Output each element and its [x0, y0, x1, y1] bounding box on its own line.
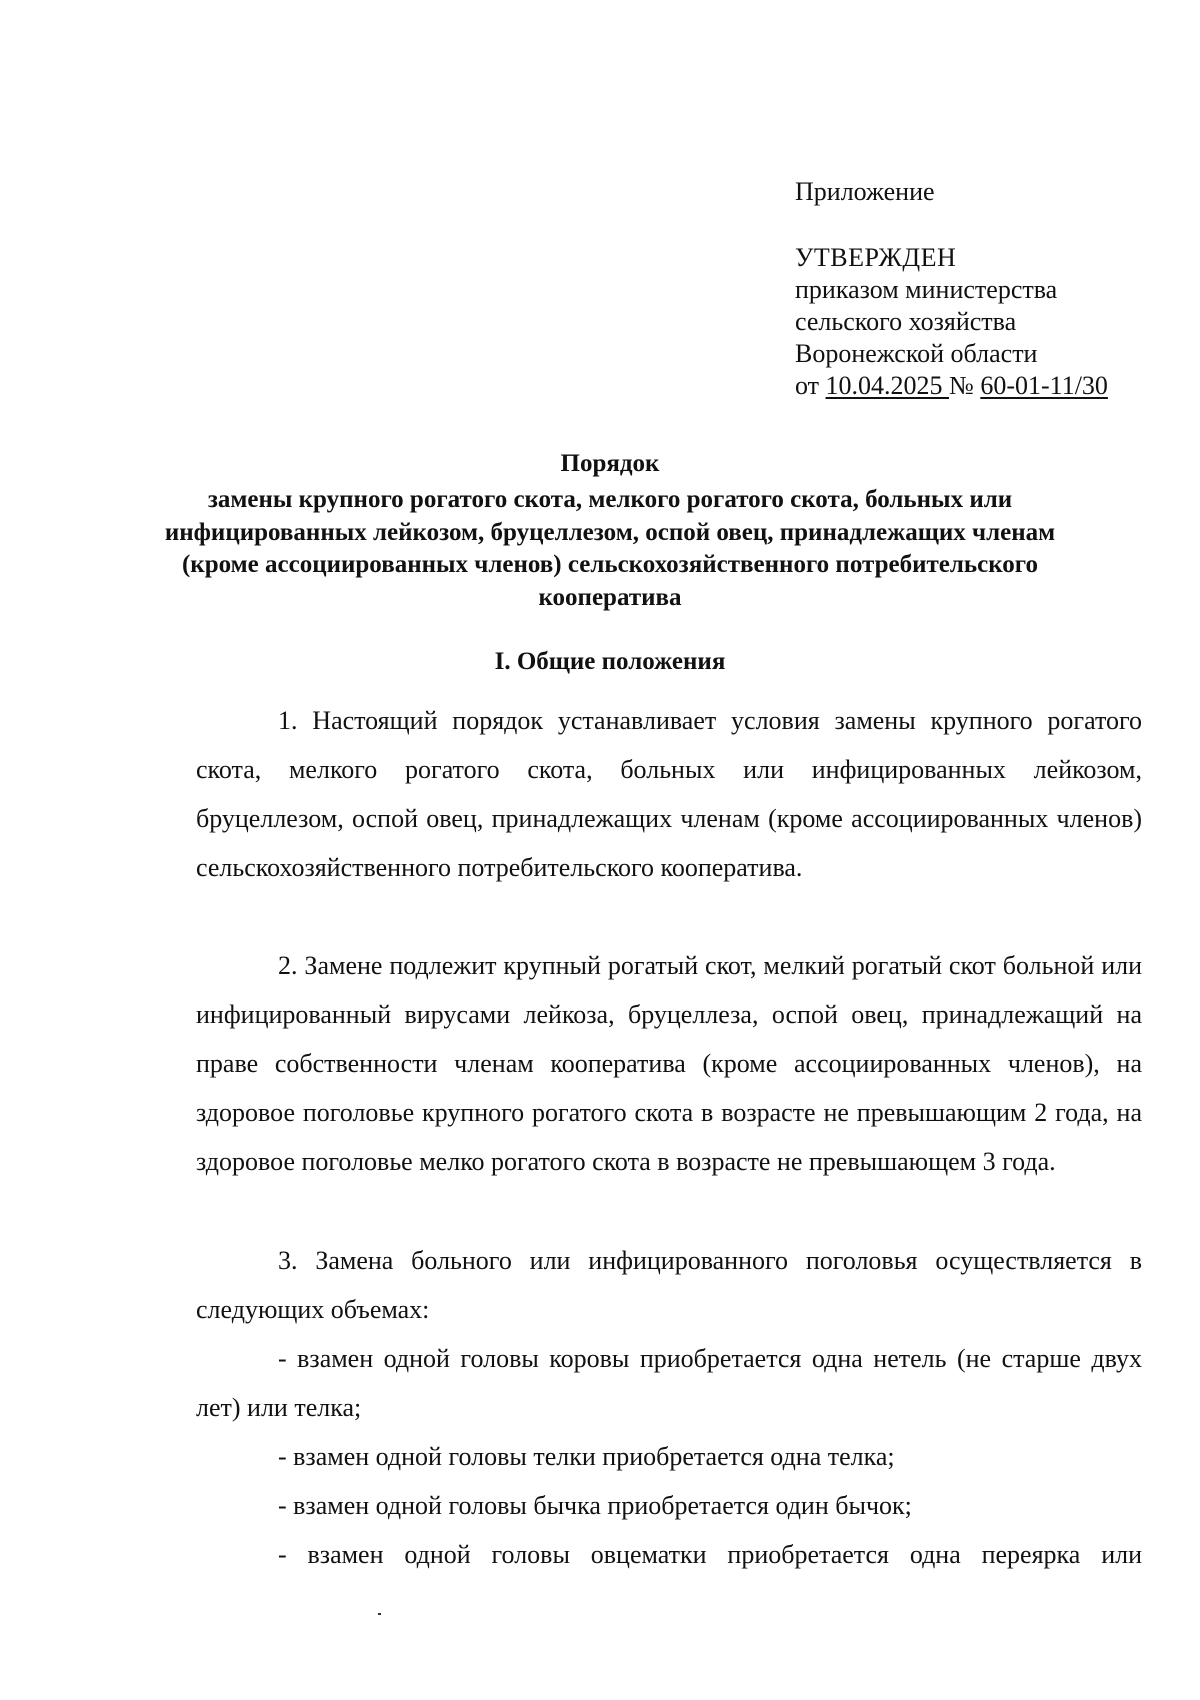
approval-date-line — [795, 370, 1108, 402]
date-prefix: от — [795, 371, 826, 400]
approval-number: 60-01-11/30 — [980, 371, 1108, 400]
approval-line: Воронежской области — [795, 339, 1038, 368]
paragraph: 3. Замена больного или инфицированного поголовья осуществляется в следующих объемах: — [196, 1246, 1142, 1324]
number-prefix: № — [949, 371, 981, 400]
list-item: - взамен одной головы телки приобретается одна телка; — [278, 1442, 895, 1471]
document-subtitle: замены крупного рогатого скота, мелкого рогатого скота, больных или инфицированных лейкозом, бруцеллезом, оспой овец, принадлежащих членам (кроме ассоциированных членов) сельскохозяйственного потребительского кооператива — [164, 486, 1056, 611]
list-item: - взамен одной головы овцематки приобретается одна переярка или — [278, 1540, 1142, 1569]
approval-date: 10.04.2025 — [825, 371, 950, 400]
approval-block — [795, 242, 1108, 402]
list-item: - взамен одной головы коровы приобретается одна нетель (не старше двух лет) или телка; — [196, 1344, 1142, 1422]
paragraph: 2. Замене подлежит крупный рогатый скот, мелкий рогатый скот больной или инфицированный вирусами лейкоза, бруцеллеза, оспой овец, принадлежащий на праве собственности членам кооператива (кроме ассоциированных членов), на здоровое поголовье крупного рогатого скота в возрасте не превышающим 2 года, на здоровое поголовье мелко рогатого скота в возрасте не превышающем 3 года. — [196, 951, 1142, 1176]
document-title: Порядок — [560, 450, 660, 477]
approval-title: УТВЕРЖДЕН — [795, 243, 957, 272]
section-heading: I. Общие положения — [494, 648, 726, 675]
approval-line: сельского хозяйства — [795, 307, 1017, 336]
approval-line: приказом министерства — [795, 275, 1058, 304]
paragraph: 1. Настоящий порядок устанавливает условия замены крупного рогатого скота, мелкого рогатого скота, больных или инфицированных лейкозом, бруцеллезом, оспой овец, принадлежащих членам (кроме ассоциированных членов) сельскохозяйственного потребительского кооператива. — [196, 706, 1142, 882]
list-item: - взамен одной головы бычка приобретается один бычок; — [278, 1491, 912, 1520]
appendix-label: Приложение — [795, 177, 935, 206]
scan-speck — [378, 1613, 381, 1615]
